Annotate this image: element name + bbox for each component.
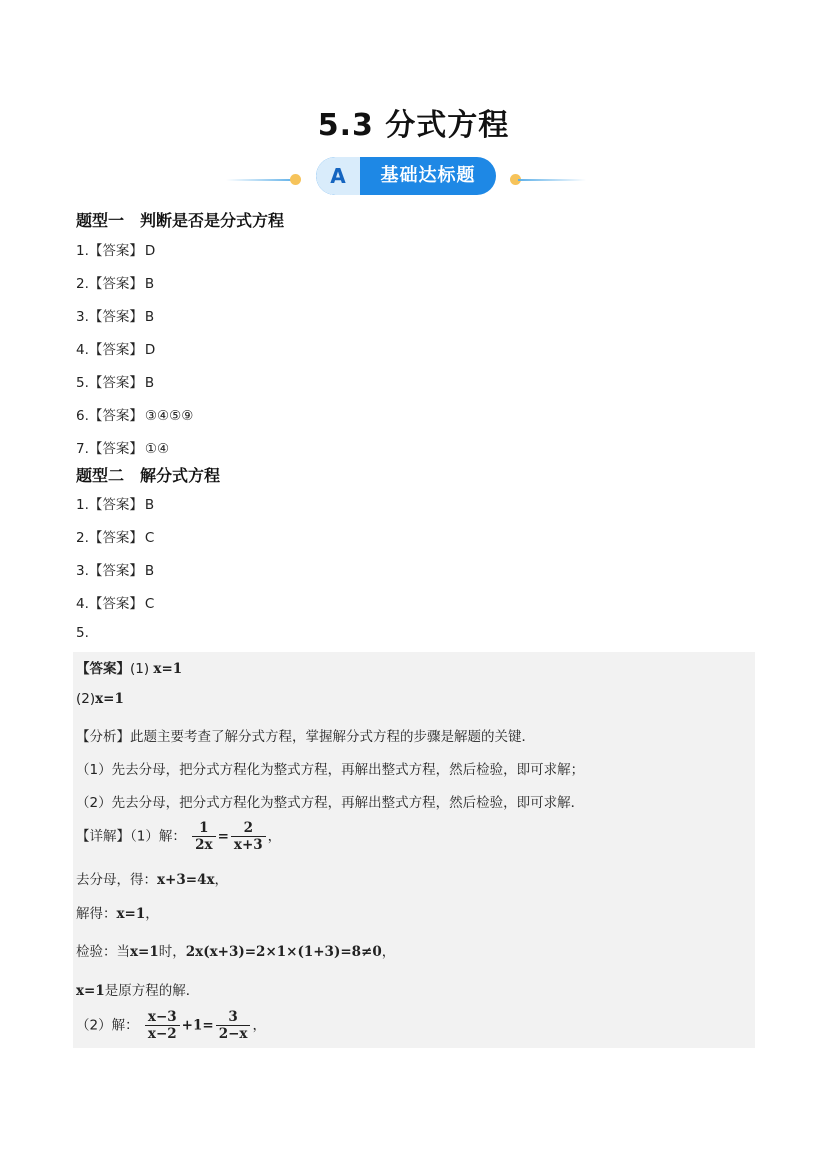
banner-letter: A [316,157,360,195]
fraction: $\frac{2}{x+3}$ [231,820,266,853]
banner-pill [316,157,496,195]
page-title: 5.3 分式方程 [317,108,510,143]
analysis-text: 【分析】此题主要考查了解分式方程，掌握解分式方程的步骤是解题的关键． [76,729,535,745]
detail-equation-1: 【详解】（1）解： $\frac{1}{2x}$ = $\frac{2}{x+3}$ ， [76,820,282,853]
answer-line: 4.【答案】 D [76,342,156,358]
section-heading-1: 题型一 判断是否是分式方程 [76,211,285,230]
solution-answer-2: (2)x=1 [76,691,124,707]
answer-line: 1.【答案】 B [76,497,155,513]
banner-line-left [226,179,296,181]
solve-line: 解得：x=1， [76,906,159,922]
answer-line: 7.【答案】 ①④ [76,441,170,457]
section-banner [226,155,586,197]
conclusion-line: x=1是原方程的解． [76,983,200,999]
question-number: 5. [76,625,89,641]
answer-line: 6.【答案】 ③④⑤⑨ [76,408,194,424]
banner-dot-left [290,174,301,185]
solution-answer-1: 【答案】(1) x=1 [76,661,183,677]
clear-denominator-line: 去分母，得：x+3=4x， [76,872,229,888]
detail-equation-2: （2）解： $\frac{x-3}{x-2}$ +1= $\frac{3}{2-x}$ ， [76,1009,266,1042]
answer-line: 2.【答案】 C [76,530,155,546]
fraction: $\frac{3}{2-x}$ [216,1009,251,1042]
answer-line: 5.【答案】 B [76,375,155,391]
fraction: $\frac{1}{2x}$ [192,820,215,853]
banner-line-right [518,179,586,181]
banner-label: 基础达标题 [380,165,476,186]
answer-line: 4.【答案】 C [76,596,155,612]
fraction: $\frac{x-3}{x-2}$ [145,1009,180,1042]
answer-line: 1.【答案】 D [76,243,156,259]
analysis-step-1: （1）先去分母，把分式方程化为整式方程，再解出整式方程，然后检验，即可求解； [76,762,585,778]
answer-line: 3.【答案】 B [76,563,155,579]
answer-line: 2.【答案】 B [76,276,155,292]
analysis-step-2: （2）先去分母，把分式方程化为整式方程，再解出整式方程，然后检验，即可求解． [76,795,585,811]
answer-line: 3.【答案】 B [76,309,155,325]
check-line: 检验：当x=1时，2x(x+3)=2×1×(1+3)=8≠0， [76,944,396,960]
section-heading-2: 题型二 解分式方程 [76,466,221,485]
